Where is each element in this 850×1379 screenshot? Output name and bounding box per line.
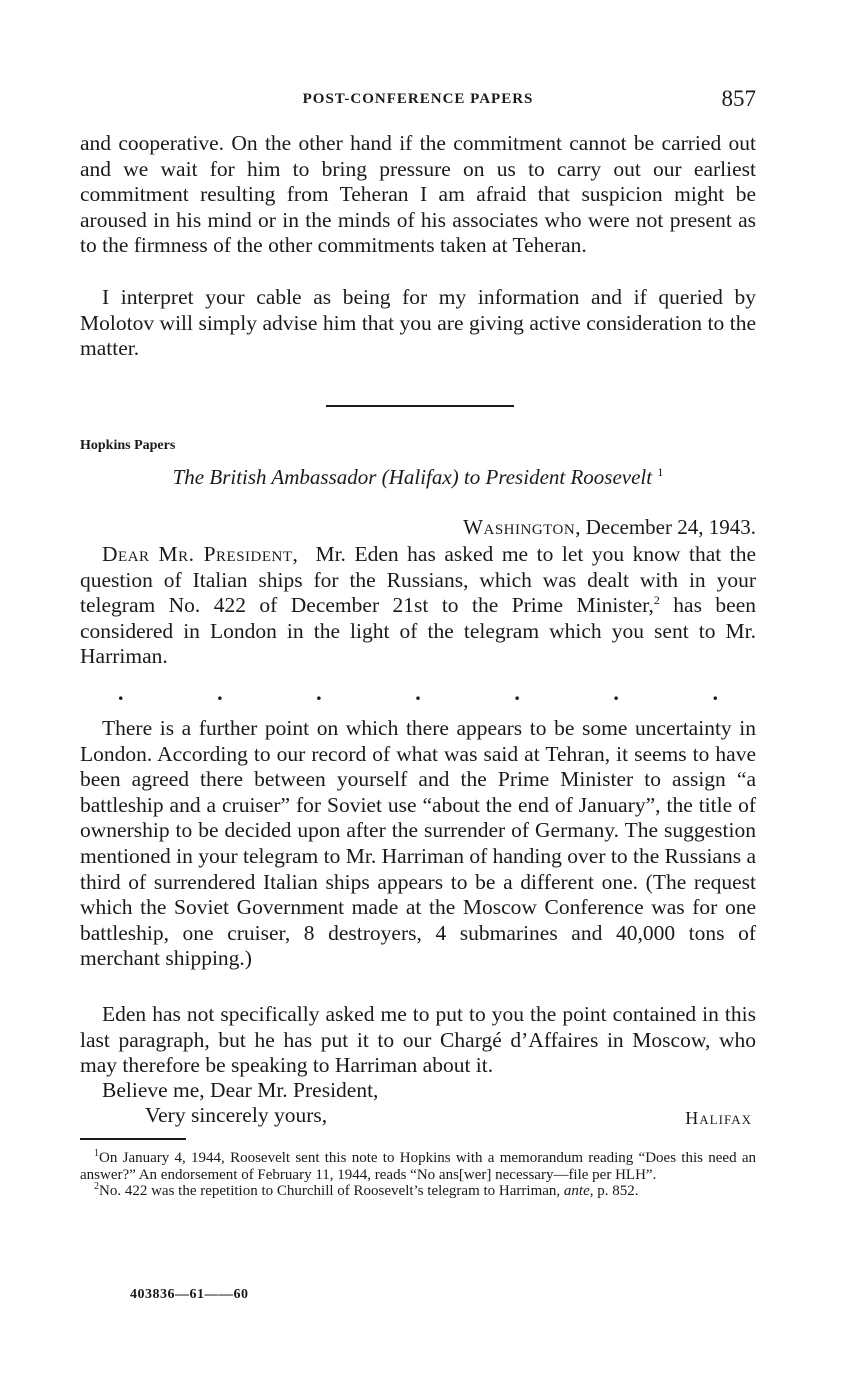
letter-paragraph-1 [80, 542, 756, 670]
title-prefix: The British Ambassador ( [172, 465, 389, 489]
ellipsis-dot: . [415, 680, 421, 705]
running-title: POST-CONFERENCE PAPERS [302, 91, 534, 107]
footnote-rule [80, 1138, 186, 1140]
footnote-1-text: On January 4, 1944, Roosevelt sent this note to Hopkins with a memorandum reading “Does this need an answer?” An endorsement of February 11, 1944, reads “No ans[wer] necessary—file per HLH”. [80, 1150, 756, 1183]
letter-closing: Believe me, Dear Mr. President, [102, 1078, 379, 1102]
footnote-2-number: 2 [94, 1181, 99, 1192]
dateline-city: Washington [463, 515, 576, 539]
letter-text-3: Eden has not specifically asked me to put to you the point contained in this last paragraph, but he has put it to our Chargé d’Affaires in Moscow, who may therefore be speaking to Harriman about it. [80, 1002, 756, 1078]
salutation: Dear Mr. President, [102, 542, 299, 566]
ellipsis-dot: . [316, 680, 322, 705]
running-head [80, 88, 756, 116]
footnote-ref-2: 2 [653, 593, 660, 608]
ellipsis-dot: . [118, 680, 124, 705]
title-name: Halifax [388, 465, 452, 489]
continuation-paragraph-2 [80, 285, 756, 362]
letter-text-2: There is a further point on which there appears to be some uncertainty in London. According to our record of what was said at Tehran, it seems to have been agreed there between yourself and the Prime Minister to assign “a battleship and a cruiser” for Soviet use “about the end of January”, the title of ownership to be decided upon after the surrender of Germany. The suggestion mentioned in your telegram to Mr. Harriman of handing over to the Russians a third of surrendered Italian ships appears to be a different one. (The request which the Soviet Government made at the Moscow Conference was for one battleship, one cruiser, 8 destroyers, 4 submarines and 40,000 tons of merchant shipping.) [80, 716, 756, 971]
letter-paragraph-2 [80, 716, 756, 972]
ellipsis-dot: . [514, 680, 520, 705]
dateline [463, 515, 756, 540]
continuation-text-2: I interpret your cable as being for my information and if queried by Molotov will simply advise him that you are giving active consideration to the matter. [80, 285, 756, 361]
letter-sign-off: Very sincerely yours, [145, 1103, 328, 1127]
ellipsis-dot: . [613, 680, 619, 705]
footnote-2-page: , p. 852. [589, 1183, 639, 1199]
document-title [80, 465, 756, 490]
letter-paragraph-3 [80, 1002, 756, 1079]
footnote-1 [80, 1150, 756, 1183]
title-suffix: ) to President Roosevelt [451, 465, 653, 489]
footnote-2-ante: ante [563, 1183, 590, 1199]
source-label: Hopkins Papers [80, 438, 176, 453]
footnote-1-number: 1 [94, 1148, 99, 1159]
continuation-text-1: and cooperative. On the other hand if the commitment cannot be carried out and we wait for him to bring pressure on us to carry out our earliest commitment resulting from Teheran I am afraid that suspicion might be aroused in his mind or in the minds of his associates who were not present as to the firmness of the other commitments taken at Teheran. [80, 131, 756, 258]
continuation-paragraph-1 [80, 131, 756, 259]
footnote-2 [80, 1183, 756, 1200]
letter-p1-text: Mr. Eden has asked me to let you know that the question of Italian ships for the Russians, which was dealt with in your telegram No. 422 of December 21st to the Prime Minister, [80, 542, 757, 618]
letter-p1-tail: has been considered in London in the light of the telegram which you sent to Mr. Harriman. [80, 593, 756, 669]
signature: Halifax [685, 1108, 752, 1128]
omission-ellipsis [118, 680, 718, 705]
ellipsis-dot: . [217, 680, 223, 705]
ellipsis-dot: . [712, 680, 718, 705]
footnotes [80, 1150, 756, 1200]
title-footnote-ref: 1 [657, 465, 664, 479]
footnote-2-text: No. 422 was the repetition to Churchill of Roosevelt’s telegram to Harriman, [99, 1183, 561, 1199]
dateline-date: , December 24, 1943. [575, 515, 756, 539]
page-number: 857 [721, 86, 756, 111]
letter-text-1 [80, 542, 756, 670]
print-code: 403836—61——60 [130, 1287, 249, 1302]
section-separator [326, 405, 514, 407]
